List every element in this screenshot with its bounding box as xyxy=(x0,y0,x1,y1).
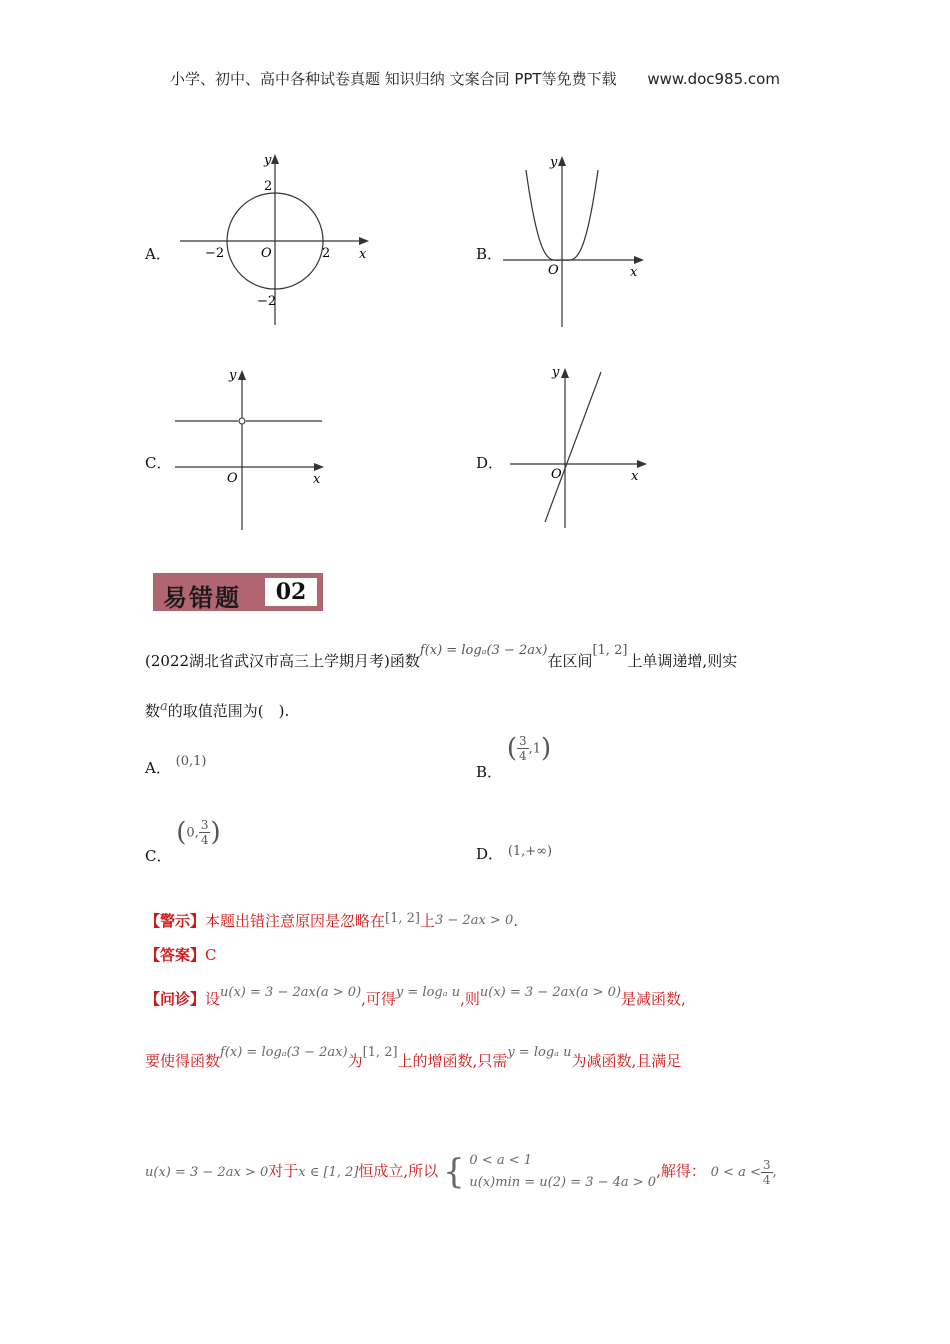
choice-a-value: (0,1) xyxy=(175,754,207,769)
graph-b-y-label: y xyxy=(550,155,558,170)
question-mid: 在区间 xyxy=(547,652,593,670)
diagnosis-expr-u3: u(x) = 3 − 2ax > 0 xyxy=(145,1165,269,1180)
graph-a-x-label: x xyxy=(359,247,367,262)
warning-interval: [1, 2] xyxy=(385,911,420,926)
question-source: (2022湖北省武汉市高三上学期月考)函数 xyxy=(145,652,420,670)
diagnosis-result: 0 < a < xyxy=(710,1165,761,1180)
diagnosis-interval: [1, 2] xyxy=(362,1045,398,1060)
diagnosis-system: 0 < a < 1 u(x)min = u(2) = 3 − 4a > 0 xyxy=(469,1153,657,1190)
option-d-label: D． xyxy=(476,454,504,472)
choice-d-value: (1,+∞) xyxy=(507,844,553,859)
answer-tag: 【答案】 xyxy=(145,946,206,964)
warning-tag: 【警示】 xyxy=(145,912,206,930)
choice-d[interactable] xyxy=(476,843,552,867)
graph-a-y-label: y xyxy=(264,153,272,168)
graph-d-y-label: y xyxy=(552,365,560,380)
choice-c-numerator: 3 xyxy=(200,818,209,832)
choice-c[interactable]: C． (0, $\frac{3}{4}$ ) xyxy=(145,817,221,865)
choice-a[interactable] xyxy=(145,754,207,781)
graph-b-curve xyxy=(500,150,650,330)
warning-expr: 3 − 2ax > 0 xyxy=(435,913,514,928)
page-header xyxy=(0,68,950,89)
choice-c-denominator: 4 xyxy=(200,833,209,847)
graph-a-tick-bottom: −2 xyxy=(257,294,277,309)
choice-a-label: A． xyxy=(145,759,171,777)
diagnosis-expr-u2: u(x) = 3 − 2ax(a > 0) xyxy=(479,985,622,1000)
warning-text: 本题出错注意原因是忽略在 xyxy=(205,912,386,930)
option-b-label: B． xyxy=(476,245,503,263)
choice-d-label: D． xyxy=(476,845,504,863)
graph-a-tick-top: 2 xyxy=(264,179,273,194)
answer-line xyxy=(145,944,217,965)
choice-b-label: B． xyxy=(476,762,503,781)
diagnosis-line-2: 要使得函数f(x) = logₐ(3 − 2ax)为[1, 2]上的增函数,只需y = logₐ u为减函数,且满足 xyxy=(145,1045,682,1070)
graph-a-tick-right: 2 xyxy=(322,246,331,261)
question-interval: [1, 2] xyxy=(592,643,628,658)
header-site-link[interactable]: www.doc985.com xyxy=(647,70,780,88)
warning-end: . xyxy=(513,912,518,930)
answer-value: C xyxy=(205,946,217,964)
graph-c-line-with-hole xyxy=(170,362,330,534)
choice-c-pre: 0, xyxy=(186,825,199,841)
graph-a-origin: O xyxy=(261,246,272,261)
graph-d-x-label: x xyxy=(631,469,639,484)
diagnosis-expr-y: y = logₐ u xyxy=(395,985,461,1000)
banner-title: 易错题 xyxy=(163,583,241,612)
option-c-label: C． xyxy=(145,454,172,472)
choice-b-numerator: 3 xyxy=(518,734,527,748)
question-line2-a: 数 xyxy=(145,702,161,720)
warning-line xyxy=(145,910,518,931)
warning-mid: 上 xyxy=(419,912,435,930)
choice-c-label: C． xyxy=(145,846,172,865)
question-line-2 xyxy=(145,700,289,724)
diagnosis-line-1: 【问诊】设u(x) = 3 − 2ax(a > 0),可得y = logₐ u,则u(x) = 3 − 2ax(a > 0)是减函数, xyxy=(145,985,686,1008)
question-line2-b: 的取值范围为( ). xyxy=(167,702,290,720)
diagnosis-expr-u: u(x) = 3 − 2ax(a > 0) xyxy=(220,985,362,1000)
question-var-a: a xyxy=(160,699,168,714)
question-tail: 上单调递增,则实 xyxy=(627,652,738,670)
graph-a-circle xyxy=(175,150,375,330)
diagnosis-x-range: x ∈ [1, 2] xyxy=(298,1165,359,1180)
header-text: 小学、初中、高中各种试卷真题 知识归纳 文案合同 PPT等免费下载 xyxy=(170,70,617,88)
graph-c-y-label: y xyxy=(229,368,237,383)
diagnosis-tag: 【问诊】 xyxy=(145,990,206,1008)
banner-number: 02 xyxy=(265,578,317,606)
graph-d-line-through-origin xyxy=(505,362,655,534)
graph-b-origin: O xyxy=(548,263,559,278)
graph-a-tick-left: −2 xyxy=(205,246,225,261)
diagnosis-expr-f: f(x) = logₐ(3 − 2ax) xyxy=(220,1045,348,1060)
error-prone-banner xyxy=(153,573,323,611)
graph-d-origin: O xyxy=(551,467,562,482)
question-line-1 xyxy=(145,643,738,674)
graph-c-x-label: x xyxy=(313,472,321,487)
graph-c-origin: O xyxy=(227,471,238,486)
graph-b-x-label: x xyxy=(630,265,638,280)
option-a-label: A． xyxy=(145,245,171,263)
diagnosis-expr-y2: y = logₐ u xyxy=(507,1045,572,1060)
question-function: f(x) = logₐ(3 − 2ax) xyxy=(419,643,548,658)
choice-b-denominator: 4 xyxy=(518,749,527,763)
diagnosis-line-3: u(x) = 3 − 2ax > 0对于x ∈ [1, 2]恒成立,所以 { 0 < a < 1 u(x)min = u(2) = 3 − 4a > 0 ,解得： 0 < a < $\frac{3}{4}$ , xyxy=(145,1152,777,1192)
choice-b[interactable]: B． ( $\frac{3}{4}$ ,1) xyxy=(476,733,552,781)
choice-b-rest: ,1 xyxy=(528,741,542,757)
